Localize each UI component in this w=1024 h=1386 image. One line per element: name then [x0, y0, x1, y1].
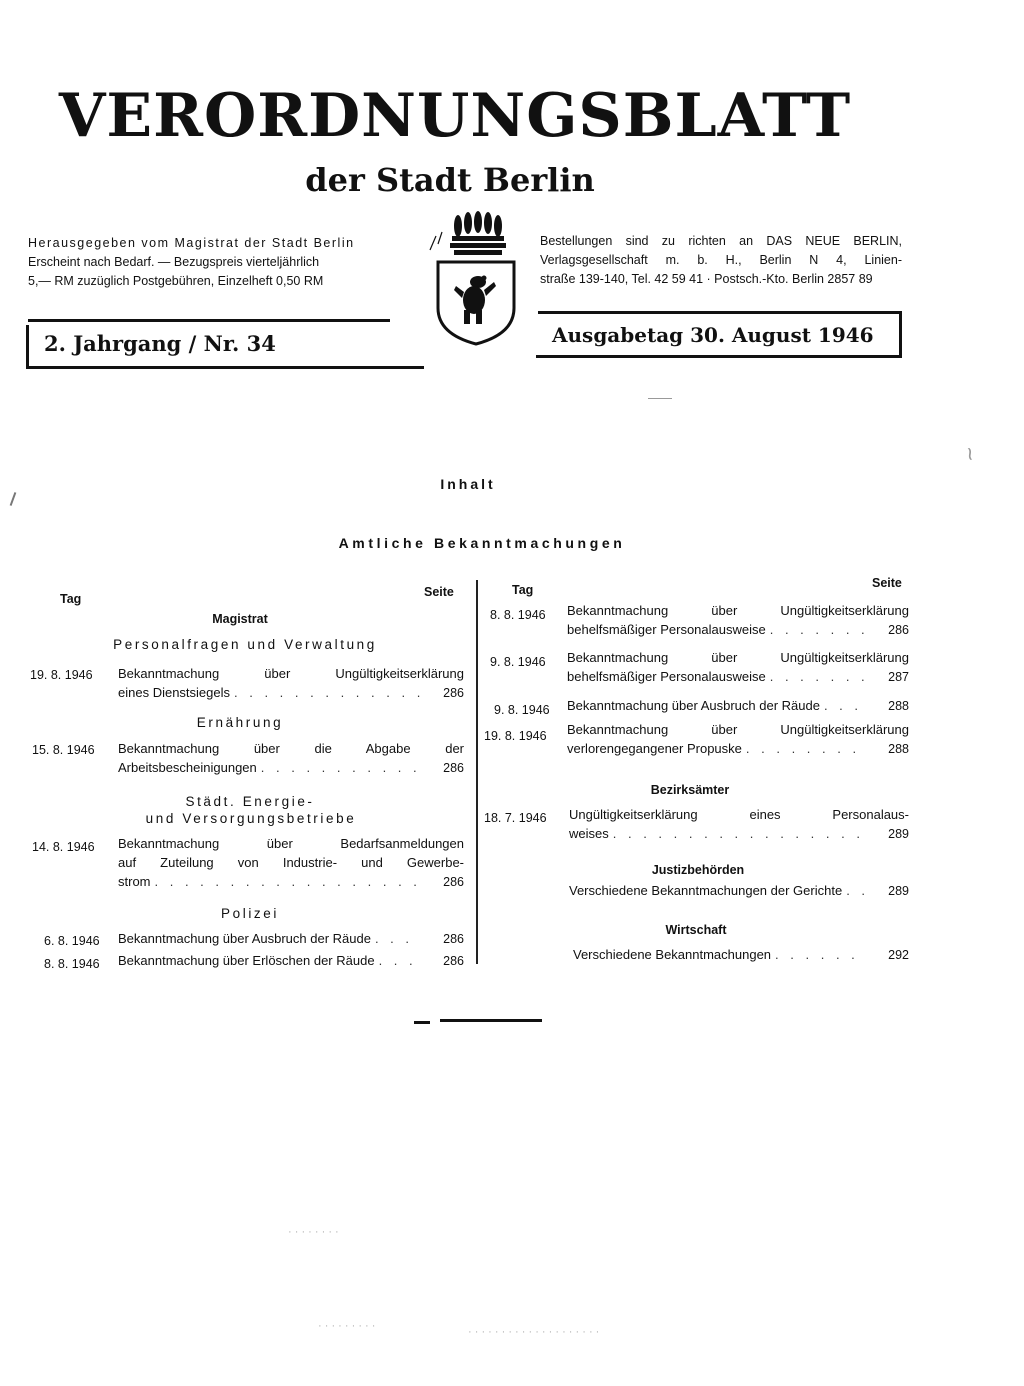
entry-dot-line: [567, 667, 909, 687]
toc-entry: [567, 601, 909, 640]
entry-text: Bekanntmachung über die Abgabe der: [118, 741, 464, 756]
entry-page: 286: [888, 623, 909, 637]
toc-entry: [569, 805, 909, 844]
entry-text: Bekanntmachung über Ausbruch der Räude: [567, 698, 820, 713]
column-header-seite: Seite: [424, 585, 454, 599]
entry-text: Bekanntmachung über Ungültigkeitserklärung: [567, 603, 909, 618]
header-rule-left: [28, 319, 390, 322]
subsection-justiz: Justizbehörden: [651, 863, 745, 877]
entry-text: Bekanntmachung über Ungültigkeitserklärung: [567, 650, 909, 665]
issue-volume: 2. Jahrgang / Nr. 34: [44, 331, 276, 356]
column-header-tag: Tag: [512, 583, 534, 597]
subsection-polizei: Polizei: [221, 906, 279, 921]
bleed-through-smudge: · · · · · · · ·: [288, 1226, 339, 1238]
entry-page: 292: [888, 948, 909, 962]
entry-dot-line: [118, 758, 464, 778]
entry-text: Verschiedene Bekanntmachungen der Gerichte: [569, 883, 843, 898]
publisher-info-line: Herausgegeben vom Magistrat der Stadt Berlin: [28, 236, 355, 250]
dot-leader: [379, 951, 420, 970]
order-info-line: straße 139-140, Tel. 42 59 41 · Postsch.-Kto. Berlin 2857 89: [540, 272, 873, 286]
order-info-line: Verlagsgesellschaft m. b. H., Berlin N 4, Linien-: [540, 253, 902, 267]
toc-entry: [569, 881, 909, 901]
entry-text: strom: [118, 874, 151, 889]
dot-leader: [261, 758, 420, 777]
section-heading: Amtliche Bekanntmachungen: [338, 535, 626, 551]
column-header-tag: Tag: [60, 592, 82, 606]
publisher-info-line: 5,— RM zuzüglich Postgebühren, Einzelheft 0,50 RM: [28, 274, 324, 288]
entry-date: 6. 8. 1946: [44, 934, 100, 948]
masthead-subtitle: der Stadt Berlin: [305, 161, 595, 199]
entry-page: 286: [443, 954, 464, 968]
entry-dot-line: [118, 872, 464, 892]
entry-text: Bekanntmachung über Erlöschen der Räude: [118, 953, 375, 968]
entry-page: 286: [443, 875, 464, 889]
entry-text: Arbeitsbescheinigungen: [118, 760, 257, 775]
entry-text: auf Zuteilung von Industrie- und Gewerbe-: [118, 855, 464, 870]
closing-rule: [440, 1019, 542, 1022]
entry-text: Verschiedene Bekanntmachungen: [573, 947, 772, 962]
entry-date: 18. 7. 1946: [484, 811, 547, 825]
entry-text: behelfsmäßiger Personalausweise: [567, 669, 766, 684]
dot-leader: [155, 872, 421, 891]
dot-leader: [613, 824, 865, 843]
entry-text: Bekanntmachung über Ausbruch der Räude: [118, 931, 371, 946]
entry-page: 286: [443, 761, 464, 775]
entry-page: 288: [888, 699, 909, 713]
subsection-wirtschaft: Wirtschaft: [665, 923, 727, 937]
entry-date: 19. 8. 1946: [484, 729, 547, 743]
subsection-magistrat: Magistrat: [212, 612, 268, 626]
entry-page: 289: [888, 884, 909, 898]
toc-entry: [567, 696, 909, 716]
toc-entry: [118, 834, 464, 892]
entry-dot-line: [569, 881, 909, 901]
dot-leader: [375, 929, 420, 948]
closing-rule: [414, 1021, 430, 1024]
entry-text: Ungültigkeitserklärung eines Personalaus-: [569, 807, 909, 822]
dot-leader: [775, 945, 865, 964]
entry-dot-line: [567, 620, 909, 640]
subsection-personal: Personalfragen und Verwaltung: [113, 637, 377, 652]
column-divider: [476, 580, 478, 964]
entry-dot-line: [118, 951, 464, 971]
order-info: [540, 232, 902, 289]
entry-dot-line: [118, 929, 464, 949]
bleed-through-smudge: · · · · · · · · ·: [318, 1320, 376, 1332]
entry-dot-line: [573, 945, 909, 965]
subsection-bezirksaemter: Bezirksämter: [650, 783, 730, 797]
order-info-line: Bestellungen sind zu richten an DAS NEUE BERLIN,: [540, 234, 902, 248]
toc-entry: [567, 648, 909, 687]
berlin-bear-crest-icon: [428, 210, 524, 348]
entry-page: 289: [888, 827, 909, 841]
entry-page: 286: [443, 686, 464, 700]
entry-date: 14. 8. 1946: [32, 840, 95, 854]
entry-dot-line: [567, 696, 909, 716]
entry-dot-line: [118, 683, 464, 703]
contents-heading: Inhalt: [440, 476, 496, 492]
column-header-seite: Seite: [872, 576, 902, 590]
dot-leader: [770, 620, 865, 639]
entry-text: eines Dienstsiegels: [118, 685, 231, 700]
scan-mark: [10, 492, 17, 506]
dot-leader: [746, 739, 865, 758]
entry-text: behelfsmäßiger Personalausweise: [567, 622, 766, 637]
subsection-energie: und Versorgungsbetriebe: [145, 811, 357, 826]
entry-text: verlorengegangener Propuske: [567, 741, 742, 756]
entry-dot-line: [569, 824, 909, 844]
toc-entry: [118, 951, 464, 971]
scan-mark: [648, 398, 672, 399]
publisher-info-line: Erscheint nach Bedarf. — Bezugspreis vierteljährlich: [28, 255, 320, 269]
entry-text: Bekanntmachung über Ungültigkeitserklärung: [567, 722, 909, 737]
entry-text: Bekanntmachung über Ungültigkeitserklärung: [118, 666, 464, 681]
toc-entry: [118, 929, 464, 949]
toc-entry: [567, 720, 909, 759]
toc-entry: [118, 739, 464, 778]
pencil-mark: ~: [954, 444, 985, 464]
issue-date: Ausgabetag 30. August 1946: [552, 323, 874, 347]
dot-leader: [770, 667, 865, 686]
entry-page: 287: [888, 670, 909, 684]
entry-page: 288: [888, 742, 909, 756]
entry-date: 15. 8. 1946: [32, 743, 95, 757]
entry-date: 8. 8. 1946: [490, 608, 546, 622]
toc-entry: [118, 664, 464, 703]
entry-date: 8. 8. 1946: [44, 957, 100, 971]
entry-page: 286: [443, 932, 464, 946]
publisher-info: [28, 234, 398, 291]
entry-date: 19. 8. 1946: [30, 668, 93, 682]
bleed-through-smudge: · · · · · · · · · · · · · · · · · · · ·: [468, 1326, 600, 1338]
masthead-title: VERORDNUNGSBLATT: [58, 81, 852, 151]
dot-leader: [846, 881, 865, 900]
entry-date: 9. 8. 1946: [490, 655, 546, 669]
subsection-energie: Städt. Energie-: [185, 794, 315, 809]
entry-dot-line: [567, 739, 909, 759]
entry-text: weises: [569, 826, 609, 841]
toc-entry: [573, 945, 909, 965]
dot-leader: [824, 696, 865, 715]
entry-text: Bekanntmachung über Bedarfsanmeldungen: [118, 836, 464, 851]
dot-leader: [234, 683, 420, 702]
entry-date: 9. 8. 1946: [494, 703, 550, 717]
subsection-ernaehrung: Ernährung: [196, 715, 284, 730]
